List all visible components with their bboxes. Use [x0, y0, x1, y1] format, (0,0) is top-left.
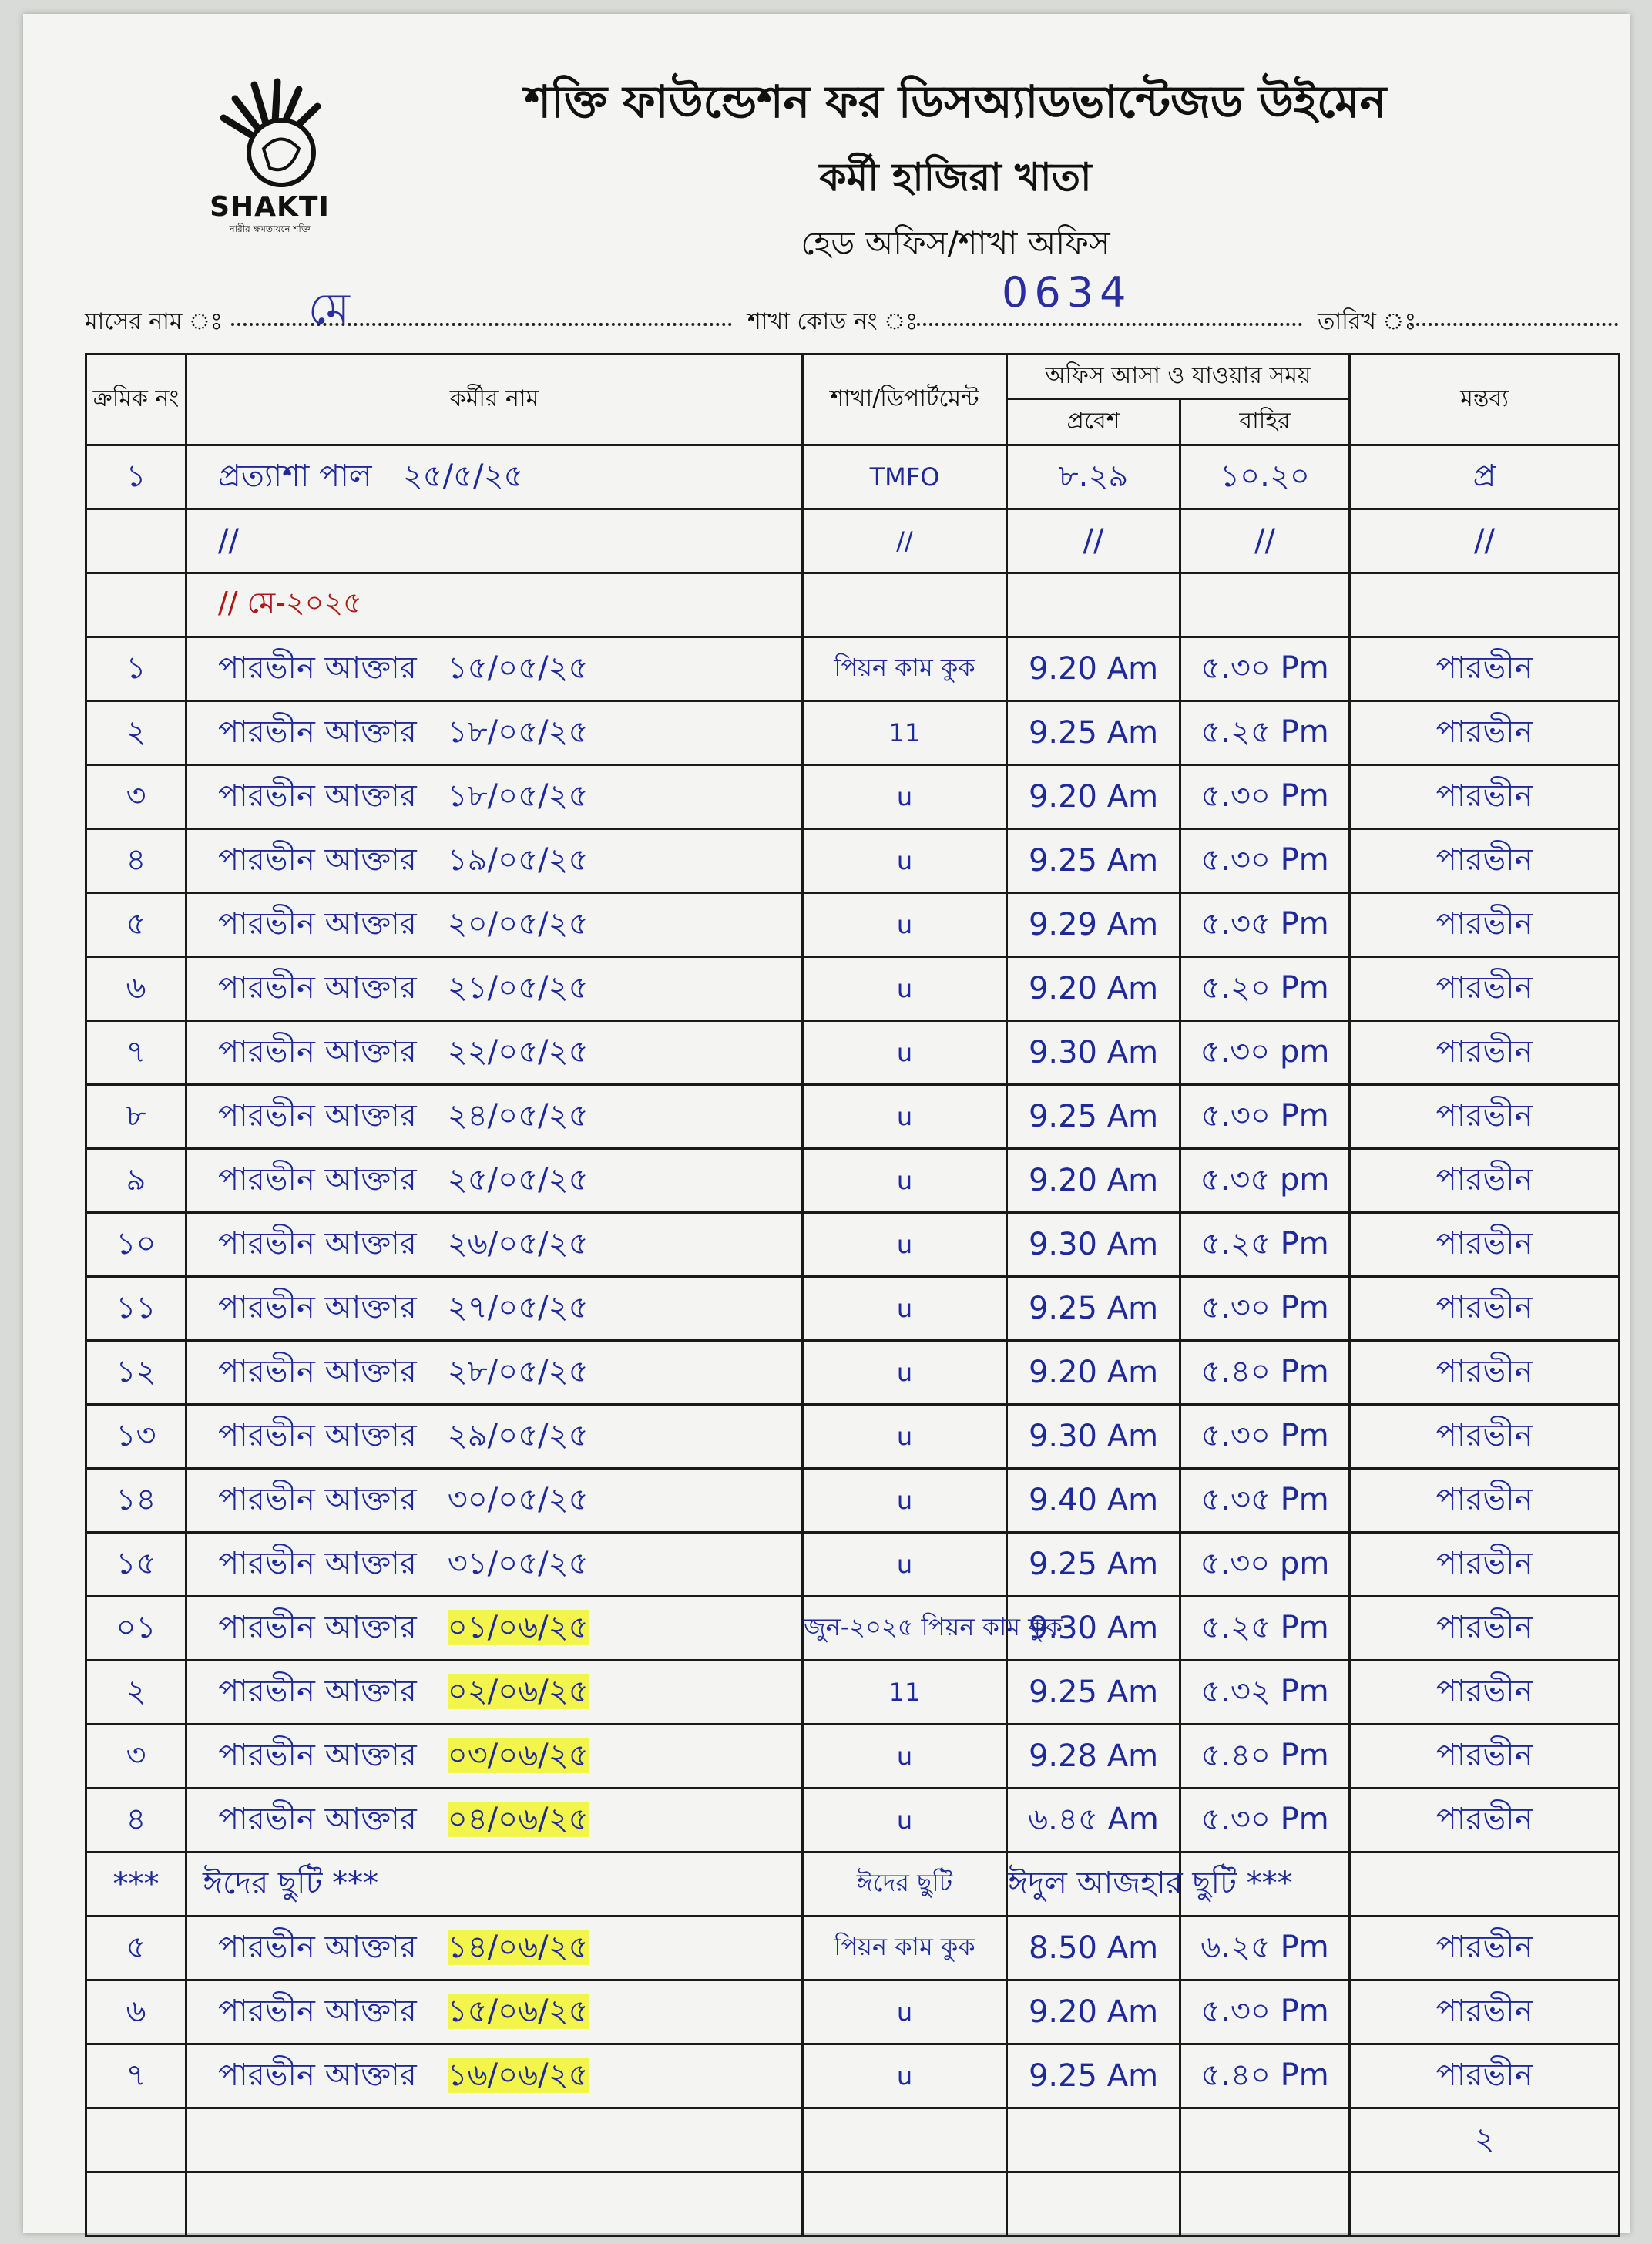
exit-time-cell[interactable]: ৫.৩৫ Pm: [1180, 1469, 1350, 1533]
name-cell[interactable]: [186, 573, 803, 637]
entry-time-cell[interactable]: 9.25 Am: [1007, 2044, 1180, 2108]
table-row: [86, 1149, 1620, 1213]
date-label: তারিখ ঃ: [1318, 308, 1417, 335]
entry-time-cell[interactable]: 9.20 Am: [1007, 765, 1180, 829]
employee-name: পারভীন আক্তার: [218, 1289, 417, 1325]
header-serial: ক্রমিক নং: [86, 354, 186, 445]
entry-time-cell[interactable]: 9.20 Am: [1007, 957, 1180, 1021]
name-cell[interactable]: [186, 1213, 803, 1277]
employee-name: পারভীন আক্তার: [218, 1161, 417, 1198]
remark-cell[interactable]: পারভীন: [1350, 1980, 1620, 2044]
employee-name: পারভীন আক্তার: [218, 1673, 417, 1709]
exit-time-cell[interactable]: ৫.৩০ Pm: [1180, 1980, 1350, 2044]
employee-name: পারভীন আক্তার: [218, 2057, 417, 2093]
exit-time-cell[interactable]: ৫.৩০ Pm: [1180, 765, 1350, 829]
serial-cell[interactable]: [86, 2108, 186, 2172]
exit-time-cell[interactable]: ৫.৩০ Pm: [1180, 637, 1350, 701]
name-cell[interactable]: [186, 893, 803, 957]
entry-time-cell[interactable]: 9.25 Am: [1007, 1277, 1180, 1341]
serial-cell[interactable]: ৫: [86, 893, 186, 957]
name-cell[interactable]: [186, 637, 803, 701]
entry-time-cell[interactable]: ৮.২৯: [1007, 445, 1180, 509]
remark-cell[interactable]: পারভীন: [1350, 1149, 1620, 1213]
name-cell[interactable]: [186, 2172, 803, 2236]
department-cell[interactable]: u: [803, 765, 1007, 829]
table-row: [86, 509, 1620, 573]
exit-time-cell[interactable]: ৫.৩২ Pm: [1180, 1661, 1350, 1725]
employee-name: পারভীন আক্তার: [218, 842, 417, 878]
serial-cell[interactable]: ১৫: [86, 1533, 186, 1597]
entry-time-cell[interactable]: [1007, 2172, 1180, 2236]
employee-name: পারভীন আক্তার: [218, 1929, 417, 1965]
exit-time-cell[interactable]: ১০.২০: [1180, 445, 1350, 509]
name-cell[interactable]: [186, 1469, 803, 1533]
entry-time-cell[interactable]: 9.30 Am: [1007, 1405, 1180, 1469]
department-cell[interactable]: 11: [803, 701, 1007, 765]
exit-time-cell[interactable]: ৫.৩০ Pm: [1180, 1405, 1350, 1469]
name-cell[interactable]: [186, 1916, 803, 1980]
name-cell[interactable]: [186, 2044, 803, 2108]
entry-time-cell[interactable]: //: [1007, 509, 1180, 573]
entry-time-cell[interactable]: 9.28 Am: [1007, 1725, 1180, 1789]
entry-date: ১৯/০৫/২৫: [447, 842, 589, 878]
name-cell[interactable]: [186, 1085, 803, 1149]
remark-cell[interactable]: [1350, 573, 1620, 637]
entry-time-cell[interactable]: ৬.৪৫ Am: [1007, 1789, 1180, 1853]
employee-name: পারভীন আক্তার: [218, 1801, 417, 1837]
branch-code-label: শাখা কোড নং ঃ: [747, 308, 918, 335]
department-cell[interactable]: u: [803, 829, 1007, 893]
entry-date: ২৫/০৫/২৫: [447, 1161, 589, 1198]
remark-cell[interactable]: পারভীন: [1350, 765, 1620, 829]
date-dotted-line[interactable]: [1410, 323, 1618, 326]
remark-cell[interactable]: //: [1350, 509, 1620, 573]
entry-date: ১৮/০৫/২৫: [447, 714, 589, 750]
table-row: [86, 2172, 1620, 2236]
form-fields: [85, 268, 1618, 341]
exit-time-cell[interactable]: [1180, 573, 1350, 637]
logo-brand-text: SHAKTI: [210, 191, 330, 223]
entry-time-cell[interactable]: 9.29 Am: [1007, 893, 1180, 957]
employee-name: পারভীন আক্তার: [218, 778, 417, 814]
remark-cell[interactable]: পারভীন: [1350, 1789, 1620, 1853]
employee-name: পারভীন আক্তার: [218, 1417, 417, 1453]
department-cell[interactable]: পিয়ন কাম কুক: [803, 1916, 1007, 1980]
department-cell[interactable]: u: [803, 1533, 1007, 1597]
serial-cell[interactable]: ৬: [86, 1980, 186, 2044]
entry-time-cell[interactable]: 9.25 Am: [1007, 1533, 1180, 1597]
entry-date: ৩১/০৫/২৫: [447, 1545, 589, 1581]
month-dotted-line: [231, 323, 732, 326]
entry-date: ১৫/০৫/২৫: [447, 650, 589, 686]
header-entry: প্রবেশ: [1007, 399, 1180, 445]
exit-time-cell[interactable]: ৫.৩০ Pm: [1180, 829, 1350, 893]
department-cell[interactable]: u: [803, 1213, 1007, 1277]
remark-cell[interactable]: পারভীন: [1350, 957, 1620, 1021]
remark-cell[interactable]: পারভীন: [1350, 1085, 1620, 1149]
attendance-rows: [86, 445, 1620, 2236]
department-cell[interactable]: TMFO: [803, 445, 1007, 509]
department-cell[interactable]: u: [803, 1277, 1007, 1341]
exit-time-cell[interactable]: ৫.৩০ pm: [1180, 1533, 1350, 1597]
employee-name: পারভীন আক্তার: [218, 1097, 417, 1134]
table-row: [86, 1533, 1620, 1597]
name-cell[interactable]: [186, 765, 803, 829]
entry-date: ০৩/০৬/২৫: [447, 1737, 589, 1773]
remark-cell[interactable]: পারভীন: [1350, 2044, 1620, 2108]
name-cell[interactable]: [186, 1789, 803, 1853]
table-row: [86, 1405, 1620, 1469]
serial-cell[interactable]: ৬: [86, 957, 186, 1021]
entry-date: ২৫/৫/২৫: [402, 458, 524, 494]
entry-time-cell[interactable]: 9.30 Am: [1007, 1597, 1180, 1661]
department-cell[interactable]: u: [803, 2044, 1007, 2108]
remark-cell[interactable]: পারভীন: [1350, 1725, 1620, 1789]
entry-date: ০১/০৬/২৫: [447, 1609, 589, 1645]
remark-cell[interactable]: পারভীন: [1350, 1213, 1620, 1277]
table-row: [86, 1341, 1620, 1405]
sunrise-logo-icon: [208, 76, 339, 191]
serial-cell[interactable]: ১১: [86, 1277, 186, 1341]
serial-cell[interactable]: [86, 509, 186, 573]
serial-cell[interactable]: ১২: [86, 1341, 186, 1405]
exit-time-cell[interactable]: ৫.৪০ Pm: [1180, 1341, 1350, 1405]
name-cell[interactable]: [186, 509, 803, 573]
exit-time-cell[interactable]: ৫.৩৫ Pm: [1180, 893, 1350, 957]
entry-time-cell[interactable]: 9.20 Am: [1007, 637, 1180, 701]
exit-time-cell[interactable]: ৫.৪০ Pm: [1180, 1725, 1350, 1789]
table-row: [86, 445, 1620, 509]
employee-name: পারভীন আক্তার: [218, 969, 417, 1006]
entry-date: ১৬/০৬/২৫: [447, 2057, 589, 2093]
name-cell[interactable]: [186, 1021, 803, 1085]
entry-time-cell[interactable]: 9.40 Am: [1007, 1469, 1180, 1533]
branch-code-value[interactable]: 0634: [1002, 268, 1133, 317]
office-type: হেড অফিস/শাখা অফিস: [801, 224, 1110, 262]
serial-cell[interactable]: [86, 573, 186, 637]
table-row: [86, 829, 1620, 893]
entry-date: ২৮/০৫/২৫: [447, 1353, 589, 1389]
employee-name: পারভীন আক্তার: [218, 905, 417, 942]
remark-cell[interactable]: পারভীন: [1350, 1021, 1620, 1085]
branch-code-dotted-line: [917, 323, 1302, 326]
serial-cell[interactable]: ***: [86, 1853, 186, 1916]
serial-cell[interactable]: ১: [86, 445, 186, 509]
exit-time-cell[interactable]: ৫.৩০ Pm: [1180, 1085, 1350, 1149]
name-cell[interactable]: [186, 957, 803, 1021]
serial-cell[interactable]: ৪: [86, 829, 186, 893]
entry-date: ২২/০৫/২৫: [447, 1033, 589, 1070]
remark-cell[interactable]: [1350, 1853, 1620, 1916]
employee-name: ঈদের ছুটি ***: [203, 1865, 379, 1901]
header-remarks: মন্তব্য: [1350, 354, 1620, 445]
remark-cell[interactable]: পারভীন: [1350, 1597, 1620, 1661]
table-row: [86, 1085, 1620, 1149]
exit-time-cell[interactable]: ৬.২৫ Pm: [1180, 1916, 1350, 1980]
name-cell[interactable]: [186, 2108, 803, 2172]
name-cell[interactable]: [186, 1533, 803, 1597]
serial-cell[interactable]: ৮: [86, 1085, 186, 1149]
serial-cell[interactable]: ৩: [86, 1725, 186, 1789]
register-title: কর্মী হাজিরা খাতা: [819, 155, 1092, 200]
employee-name: পারভীন আক্তার: [218, 1353, 417, 1389]
exit-time-cell[interactable]: ৫.২৫ Pm: [1180, 1213, 1350, 1277]
table-row: [86, 765, 1620, 829]
header-name: কর্মীর নাম: [186, 354, 803, 445]
name-cell[interactable]: [186, 1277, 803, 1341]
entry-date: ২৯/০৫/২৫: [447, 1417, 589, 1453]
entry-date: ১৮/০৫/২৫: [447, 778, 589, 814]
exit-time-cell[interactable]: ৫.৩৫ pm: [1180, 1149, 1350, 1213]
entry-date: ০৪/০৬/২৫: [447, 1801, 589, 1837]
serial-cell[interactable]: ৭: [86, 2044, 186, 2108]
serial-cell[interactable]: ১৩: [86, 1405, 186, 1469]
entry-time-cell[interactable]: 9.25 Am: [1007, 701, 1180, 765]
entry-date: ১৪/০৬/২৫: [447, 1929, 589, 1965]
department-cell[interactable]: u: [803, 1149, 1007, 1213]
table-row: [86, 1980, 1620, 2044]
remark-cell[interactable]: ২: [1350, 2108, 1620, 2172]
exit-time-cell[interactable]: [1180, 2108, 1350, 2172]
remark-cell[interactable]: পারভীন: [1350, 1661, 1620, 1725]
table-row: [86, 1469, 1620, 1533]
department-cell[interactable]: u: [803, 1341, 1007, 1405]
table-row: [86, 1789, 1620, 1853]
header-time-group: অফিস আসা ও যাওয়ার সময়: [1007, 354, 1350, 399]
entry-time-cell[interactable]: 9.25 Am: [1007, 829, 1180, 893]
department-cell[interactable]: জুন-২০২৫ পিয়ন কাম কুক: [803, 1597, 1007, 1661]
serial-cell[interactable]: [86, 2172, 186, 2236]
table-row: [86, 1725, 1620, 1789]
table-row: [86, 573, 1620, 637]
employee-name: পারভীন আক্তার: [218, 1737, 417, 1773]
remark-cell[interactable]: পারভীন: [1350, 1533, 1620, 1597]
name-cell[interactable]: [186, 1341, 803, 1405]
remark-cell[interactable]: পারভীন: [1350, 1341, 1620, 1405]
department-cell[interactable]: u: [803, 957, 1007, 1021]
month-value[interactable]: মে: [308, 284, 350, 334]
attendance-sheet: [23, 14, 1630, 2233]
employee-name: পারভীন আক্তার: [218, 714, 417, 750]
department-cell[interactable]: [803, 2172, 1007, 2236]
table-row: [86, 1277, 1620, 1341]
exit-time-cell[interactable]: ৫.৩০ Pm: [1180, 1277, 1350, 1341]
remark-cell[interactable]: পারভীন: [1350, 1469, 1620, 1533]
entry-time-cell[interactable]: 9.30 Am: [1007, 1021, 1180, 1085]
shakti-logo: [193, 76, 370, 245]
remark-cell[interactable]: পারভীন: [1350, 1405, 1620, 1469]
entry-time-cell[interactable]: 9.25 Am: [1007, 1085, 1180, 1149]
entry-time-cell[interactable]: 8.50 Am: [1007, 1916, 1180, 1980]
remark-cell[interactable]: পারভীন: [1350, 829, 1620, 893]
table-row: [86, 2044, 1620, 2108]
exit-time-cell[interactable]: //: [1180, 509, 1350, 573]
table-row: [86, 1661, 1620, 1725]
serial-cell[interactable]: ২: [86, 701, 186, 765]
remark-cell[interactable]: পারভীন: [1350, 637, 1620, 701]
table-row: [86, 893, 1620, 957]
name-cell[interactable]: [186, 829, 803, 893]
name-cell[interactable]: [186, 1597, 803, 1661]
department-cell[interactable]: [803, 573, 1007, 637]
exit-time-cell[interactable]: ৫.২০ Pm: [1180, 957, 1350, 1021]
remark-cell[interactable]: পারভীন: [1350, 701, 1620, 765]
entry-time-cell[interactable]: ঈদুল আজহার ছুটি ***: [1007, 1853, 1180, 1916]
exit-time-cell[interactable]: ৫.২৫ Pm: [1180, 701, 1350, 765]
serial-cell[interactable]: ১: [86, 637, 186, 701]
department-cell[interactable]: 11: [803, 1661, 1007, 1725]
department-cell[interactable]: [803, 2108, 1007, 2172]
name-cell[interactable]: [186, 1853, 803, 1916]
employee-name: পারভীন আক্তার: [218, 650, 417, 686]
exit-time-cell[interactable]: ৫.২৫ Pm: [1180, 1597, 1350, 1661]
header-exit: বাহির: [1180, 399, 1350, 445]
remark-cell[interactable]: পারভীন: [1350, 1277, 1620, 1341]
entry-time-cell[interactable]: 9.25 Am: [1007, 1661, 1180, 1725]
entry-date: ১৫/০৬/২৫: [447, 1993, 589, 2029]
employee-name: পারভীন আক্তার: [218, 1545, 417, 1581]
entry-date: ০২/০৬/২৫: [447, 1673, 589, 1709]
month-label: মাসের নাম ঃ: [85, 308, 223, 335]
table-row: [86, 1021, 1620, 1085]
department-cell[interactable]: u: [803, 1405, 1007, 1469]
exit-time-cell[interactable]: ৫.৩০ pm: [1180, 1021, 1350, 1085]
name-cell[interactable]: [186, 1149, 803, 1213]
serial-cell[interactable]: ১৪: [86, 1469, 186, 1533]
name-cell[interactable]: [186, 701, 803, 765]
entry-time-cell[interactable]: 9.20 Am: [1007, 1980, 1180, 2044]
remark-cell[interactable]: প্র: [1350, 445, 1620, 509]
entry-date: ২৭/০৫/২৫: [447, 1289, 589, 1325]
department-cell[interactable]: u: [803, 1085, 1007, 1149]
department-cell[interactable]: u: [803, 893, 1007, 957]
table-row: [86, 2108, 1620, 2172]
entry-time-cell[interactable]: [1007, 2108, 1180, 2172]
department-cell[interactable]: u: [803, 1980, 1007, 2044]
serial-cell[interactable]: ১০: [86, 1213, 186, 1277]
logo-tagline: নারীর ক্ষমতায়নে শক্তি: [229, 223, 311, 234]
entry-date: ৩০/০৫/২৫: [447, 1481, 589, 1517]
serial-cell[interactable]: ৩: [86, 765, 186, 829]
table-row: [86, 637, 1620, 701]
name-cell[interactable]: [186, 1661, 803, 1725]
attendance-table: [85, 353, 1620, 2237]
serial-cell[interactable]: ৭: [86, 1021, 186, 1085]
entry-date: ২০/০৫/২৫: [447, 905, 589, 942]
name-cell[interactable]: [186, 1405, 803, 1469]
employee-name: পারভীন আক্তার: [218, 1225, 417, 1261]
serial-cell[interactable]: ০১: [86, 1597, 186, 1661]
name-cell[interactable]: [186, 1725, 803, 1789]
entry-time-cell[interactable]: 9.20 Am: [1007, 1341, 1180, 1405]
department-cell[interactable]: u: [803, 1469, 1007, 1533]
department-cell[interactable]: পিয়ন কাম কুক: [803, 637, 1007, 701]
table-row: [86, 701, 1620, 765]
remark-cell[interactable]: [1350, 2172, 1620, 2236]
serial-cell[interactable]: ৯: [86, 1149, 186, 1213]
table-row: [86, 1213, 1620, 1277]
employee-name: পারভীন আক্তার: [218, 1609, 417, 1645]
entry-date: ২১/০৫/২৫: [447, 969, 589, 1006]
employee-name: প্রত্যাশা পাল: [218, 458, 372, 494]
entry-date: ২৪/০৫/২৫: [447, 1097, 589, 1134]
employee-name: পারভীন আক্তার: [218, 1033, 417, 1070]
table-row: [86, 1597, 1620, 1661]
table-row: [86, 957, 1620, 1021]
exit-time-cell[interactable]: ৫.৩০ Pm: [1180, 1789, 1350, 1853]
employee-name: //: [218, 523, 239, 559]
department-cell[interactable]: u: [803, 1789, 1007, 1853]
serial-cell[interactable]: ৪: [86, 1789, 186, 1853]
remark-cell[interactable]: পারভীন: [1350, 1916, 1620, 1980]
entry-time-cell[interactable]: [1007, 573, 1180, 637]
header-branch: শাখা/ডিপার্টমেন্ট: [803, 354, 1007, 445]
serial-cell[interactable]: ৫: [86, 1916, 186, 1980]
name-cell[interactable]: [186, 445, 803, 509]
department-cell[interactable]: ঈদের ছুটি: [803, 1853, 1007, 1916]
employee-name: পারভীন আক্তার: [218, 1481, 417, 1517]
department-cell[interactable]: u: [803, 1021, 1007, 1085]
entry-time-cell[interactable]: 9.20 Am: [1007, 1149, 1180, 1213]
department-cell[interactable]: //: [803, 509, 1007, 573]
serial-cell[interactable]: ২: [86, 1661, 186, 1725]
department-cell[interactable]: u: [803, 1725, 1007, 1789]
employee-name: পারভীন আক্তার: [218, 1993, 417, 2029]
entry-time-cell[interactable]: 9.30 Am: [1007, 1213, 1180, 1277]
exit-time-cell[interactable]: ৫.৪০ Pm: [1180, 2044, 1350, 2108]
employee-name: // মে-২০২৫: [218, 586, 362, 620]
exit-time-cell[interactable]: [1180, 2172, 1350, 2236]
organization-title: শক্তি ফাউন্ডেশন ফর ডিসঅ্যাডভান্টেজড উইমেন: [524, 76, 1387, 128]
leave-row: [86, 1853, 1620, 1916]
remark-cell[interactable]: পারভীন: [1350, 893, 1620, 957]
entry-date: ২৬/০৫/২৫: [447, 1225, 589, 1261]
table-row: [86, 1916, 1620, 1980]
name-cell[interactable]: [186, 1980, 803, 2044]
